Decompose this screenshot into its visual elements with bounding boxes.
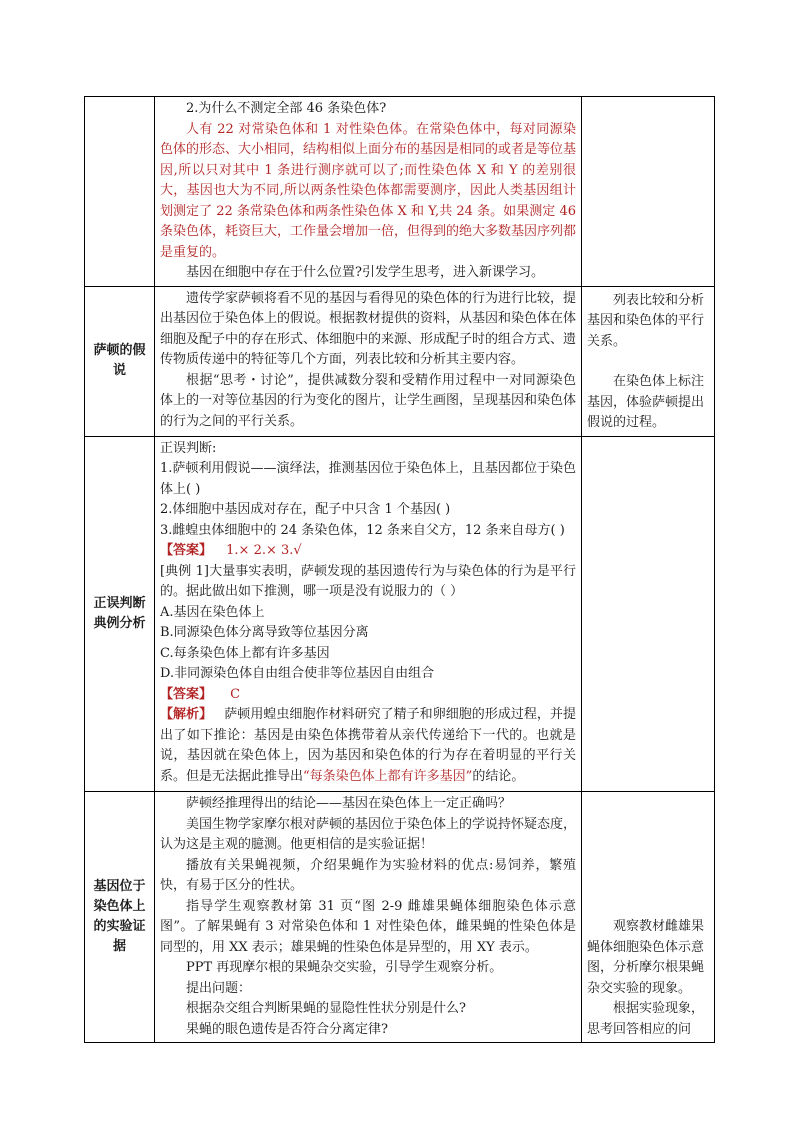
paragraph: 萨顿经推理得出的结论——基因在染色体上一定正确吗？: [186, 796, 512, 811]
row-main-content: [155, 792, 582, 1043]
student-activity: 根据实验现象，思考回答相应的问: [587, 1001, 705, 1037]
table-row-intro: [85, 97, 715, 287]
option: C.每条染色体上都有许多基因: [160, 645, 330, 661]
row-side-content: [582, 792, 715, 1043]
row-label: [85, 97, 155, 287]
analysis-tag: 【解析】: [160, 707, 213, 722]
row-label: 萨顿的假说: [85, 286, 155, 436]
student-activity: 列表比较和分析基因和染色体的平行关系。: [587, 292, 705, 349]
table-row-sutton-hypothesis: [85, 286, 715, 436]
judge-item: 2.体细胞中基因成对存在，配子中只含 1 个基因( ): [160, 502, 451, 517]
option: D.非同源染色体自由组合使非等位基因自由组合: [160, 666, 435, 681]
analysis: [160, 705, 576, 787]
paragraph: 提出问题：: [186, 980, 252, 996]
analysis-end: 的结论。: [472, 768, 525, 784]
analysis-quote: “每条染色体上都有许多基因”: [303, 768, 473, 784]
table-row-experimental-evidence: [85, 792, 715, 1043]
lesson-plan-table: [84, 96, 715, 1043]
row-main-content: [155, 97, 582, 287]
analysis-text: 萨顿用蝗虫细胞作材料研究了精子和卵细胞的形成过程，并提出了如下推论：基因是由染色体携带着从亲代传递给下一代的。也就是说，基因就在染色体上，因为基因和染色体的行为存在着明显的平行关系。但是无法据此推导出: [160, 707, 576, 784]
student-activity: 在染色体上标注基因，体验萨顿提出假说的过程。: [587, 374, 705, 430]
paragraph: 遗传学家萨顿将看不见的基因与看得见的染色体的行为进行比较，提出基因位于染色体上的假说。根据教材提供的资料，从基因和染色体在体细胞及配子中的存在形式、体细胞中的来源、形成配子时的组合方式、遗传物质传递中的特征等几个方面，列表比较和分析其主要内容。: [160, 290, 577, 367]
question: 果蝇的眼色遗传是否符合分离定律?: [186, 1021, 388, 1037]
paragraph: PPT 再现摩尔根的果蝇杂交实验，引导学生观察分析。: [186, 960, 503, 975]
row-side-content: [582, 286, 715, 436]
judge-item: 1.萨顿利用假说——演绎法，推测基因位于染色体上，且基因都位于染色体上( ): [160, 461, 576, 497]
answer-text: 1.× 2.× 3.√: [226, 543, 302, 558]
paragraph: 美国生物学家摩尔根对萨顿的基因位于染色体上的学说持怀疑态度，认为这是主观的臆测。他更相信的是实验证据！: [160, 816, 577, 852]
answer-line: [160, 685, 576, 706]
paragraph: 指导学生观察教材第 31 页“图 2-9 雌雄果蝇体细胞染色体示意图”。了解果蝇有 3 对常染色体和 1 对性染色体，雌果蝇的性染色体是同型的，用 XX 表示；雄果蝇的性染色体是异型的，用 XY 表示。: [160, 898, 576, 955]
answer-tag: 【答案】: [160, 543, 213, 558]
row-main-content: [155, 286, 582, 436]
row-label: 基因位于染色体上的实验证据: [85, 792, 155, 1043]
row-side-content: [582, 436, 715, 792]
option: A.基因在染色体上: [160, 604, 265, 620]
row-label: 正误判断典例分析: [85, 436, 155, 792]
answer-text: C: [230, 686, 241, 702]
judge-item: 3.雌蝗虫体细胞中的 24 条染色体，12 条来自父方，12 条来自母方( ): [160, 522, 565, 538]
question: 根据杂交组合判断果蝇的显隐性性状分别是什么?: [186, 1001, 466, 1016]
judge-title: 正误判断:: [160, 440, 217, 456]
table-row-examples: [85, 436, 715, 792]
paragraph: 播放有关果蝇视频，介绍果蝇作为实验材料的优点:易饲养，繁殖快，有易于区分的性状。: [160, 857, 576, 893]
question-heading: 2.为什么不测定全部 46 条染色体?: [186, 101, 387, 116]
option: B.同源染色体分离导致等位基因分离: [160, 625, 369, 640]
row-main-content: [155, 436, 582, 792]
row-side-content: [582, 97, 715, 287]
question-answer: 人有 22 对常染色体和 1 对性染色体。在常染色体中，每对同源染色体的形态、大小相同，结构相似上面分布的基因是相同的或者是等位基因,所以只对其中 1 条进行测序就可以了;而性染色体 X 和 Y 的差别很大，基因也大为不同,所以两条性染色体都需要测序，因此人类基因组计划测定了 22 条常染色体和两条性染色体 X 和 Y,共 24 条。如果测定 46 条染色体，耗资巨大，工作量会增加一倍，但得到的绝大多数基因序列都是重复的。: [160, 121, 577, 260]
example-stem: [典例 1]大量事实表明，萨顿发现的基因遗传行为与染色体的行为是平行的。据此做出如下推测，哪一项是没有说服力的（ ）: [160, 563, 576, 599]
answer-tag: 【答案】: [160, 686, 213, 702]
student-activity: 观察教材雌雄果蝇体细胞染色体示意图，分析摩尔根果蝇杂交实验的现象。: [587, 919, 705, 996]
lead-in-text: 基因在细胞中存在于什么位置?引发学生思考，进入新课学习。: [186, 265, 544, 280]
answer-line: [160, 541, 576, 562]
paragraph: 根据“思考・讨论”，提供减数分裂和受精作用过程中一对同源染色体上的一对等位基因的行为变化的图片，让学生画图，呈现基因和染色体的行为之间的平行关系。: [160, 372, 577, 429]
